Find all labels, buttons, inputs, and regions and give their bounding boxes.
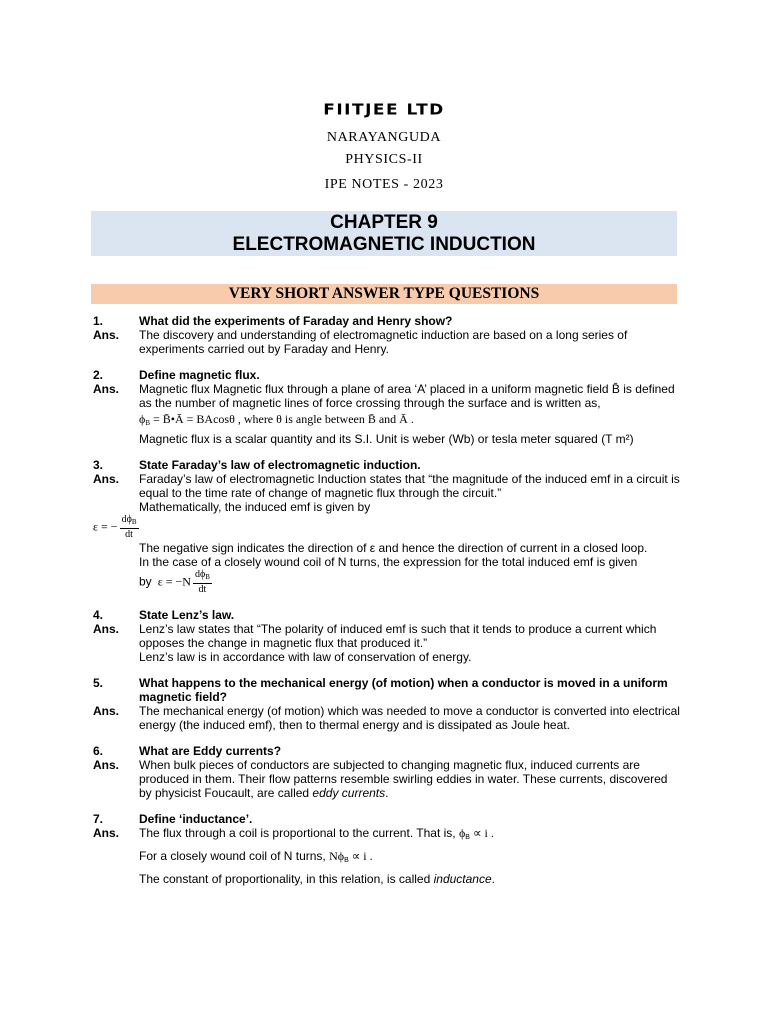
emf-formula: ε = − $\frac{d\phi_B}{dt}$ (93, 514, 137, 540)
qa-item-3 (93, 458, 683, 596)
answer-text: Magnetic flux Magnetic flux through a plane of area ‘A’ placed in a uniform magnetic field B̄ is defined as the number of magnetic lines of force crossing through the surface and is written as, (139, 382, 675, 410)
qa-list (93, 314, 683, 898)
answer-text: The flux through a coil is proportional to the current. That is, ϕB ∝ i . (139, 826, 494, 841)
answer-text: For a closely wound coil of N turns, NϕB ∝ i . (139, 849, 373, 864)
answer-text: Faraday’s law of electromagnetic Induction states that “the magnitude of the induced emf in a circuit is equal to the time rate of change of magnetic flux through the circuit.” (139, 472, 680, 500)
question-text: Define ‘inductance’. (139, 812, 253, 826)
question-text: Define magnetic flux. (139, 368, 260, 382)
question-number: 7. (93, 812, 104, 826)
answer-text: The mechanical energy (of motion) which was needed to move a conductor is converted into electrical energy (the induced emf), then to thermal energy and is dissipated as Joule heat. (139, 704, 680, 732)
answer-text: Mathematically, the induced emf is given by (139, 500, 371, 514)
question-text: State Faraday’s law of electromagnetic induction. (139, 458, 421, 472)
question-number: 1. (93, 314, 104, 328)
answer-text: When bulk pieces of conductors are subjected to changing magnetic flux, induced currents are produced in them. Their flow patterns resemble swirling eddies in water. These currents, discovered by physicist Foucault, are called eddy currents. (139, 758, 668, 800)
answer-text: The constant of proportionality, in this relation, is called inductance. (139, 872, 495, 886)
question-text: What happens to the mechanical energy (of motion) when a conductor is moved in a uniform magnetic field? (139, 676, 668, 704)
flux-formula: ϕB = B̄•Ā = BAcosθ , where θ is angle between B̄ and Ā . (139, 412, 414, 427)
subject-name: PHYSICS-II (345, 152, 423, 167)
question-number: 4. (93, 608, 104, 622)
qa-item-6 (93, 744, 683, 800)
answer-text: The discovery and understanding of electromagnetic induction are based on a long series of experiments carried out by Faraday and Henry. (139, 328, 628, 356)
answer-text: Lenz’s law is in accordance with law of conservation of energy. (139, 650, 472, 664)
answer-label: Ans. (93, 382, 120, 396)
question-text: What did the experiments of Faraday and Henry show? (139, 314, 453, 328)
answer-label: Ans. (93, 622, 120, 636)
company-logo: FIITJEE LTD (323, 101, 445, 119)
qa-item-1 (93, 314, 683, 356)
answer-label: Ans. (93, 758, 120, 772)
notes-title: IPE NOTES - 2023 (324, 177, 444, 192)
qa-item-4 (93, 608, 683, 664)
answer-label: Ans. (93, 826, 120, 840)
chapter-title: ELECTROMAGNETIC INDUCTION (232, 234, 536, 255)
answer-text: The negative sign indicates the direction of ε and hence the direction of current in a closed loop. (139, 541, 648, 555)
question-number: 3. (93, 458, 104, 472)
question-text: State Lenz’s law. (139, 608, 235, 622)
question-number: 6. (93, 744, 104, 758)
answer-label: Ans. (93, 328, 120, 342)
branch-name: NARAYANGUDA (326, 130, 442, 145)
answer-text: Magnetic flux is a scalar quantity and its S.I. Unit is weber (Wb) or tesla meter squared (T m²) (139, 432, 634, 446)
answer-label: Ans. (93, 704, 120, 718)
qa-item-2 (93, 368, 683, 446)
question-number: 2. (93, 368, 104, 382)
qa-item-5 (93, 676, 683, 732)
question-number: 5. (93, 676, 104, 690)
qa-item-7 (93, 812, 683, 886)
chapter-banner (91, 211, 677, 256)
answer-text: In the case of a closely wound coil of N turns, the expression for the total induced emf is given (139, 555, 638, 569)
answer-label: Ans. (93, 472, 120, 486)
answer-text: Lenz’s law states that “The polarity of induced emf is such that it tends to produce a current which opposes the change in magnetic flux that produced it.” (139, 622, 657, 650)
section-title: VERY SHORT ANSWER TYPE QUESTIONS (91, 284, 677, 304)
chapter-number: CHAPTER 9 (330, 212, 438, 233)
question-text: What are Eddy currents? (139, 744, 282, 758)
coil-emf-formula: by ε = −N $\frac{d\phi_B}{dt}$ (139, 569, 210, 595)
